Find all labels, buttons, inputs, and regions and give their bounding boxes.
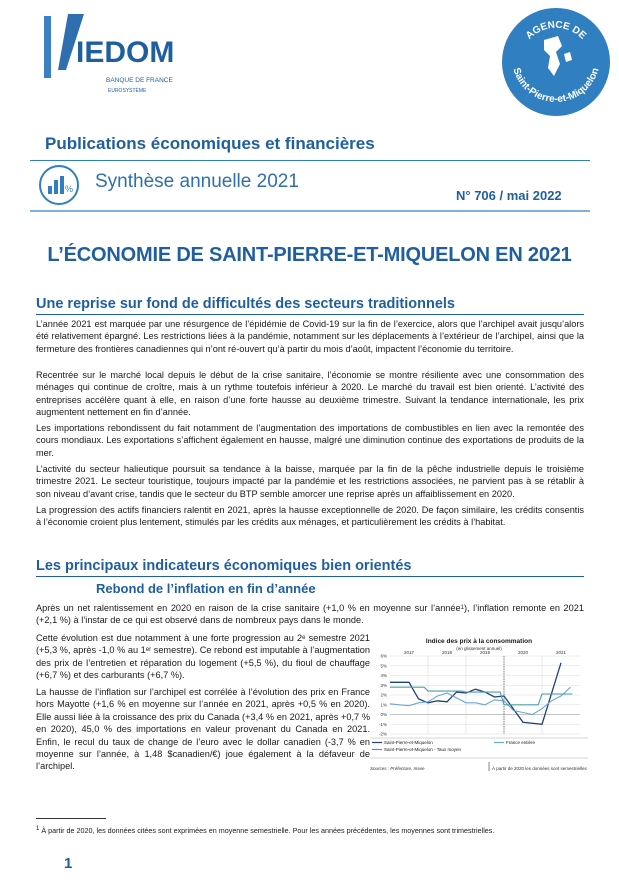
footnote-number: 1 [36, 826, 40, 832]
svg-text:%: % [65, 184, 74, 194]
iedom-sub2: EUROSYSTÈME [108, 88, 147, 94]
chart-series-line-1 [390, 663, 561, 725]
p6-part-a: Après un net ralentissement en 2020 en raison de la crise sanitaire (+1,0 % en moyenne sur l’année [36, 603, 461, 613]
p7-sup-1: e [302, 635, 306, 641]
p7-part-c: semestre). Ce rebond est imputable à l’augmentation des prix de l’entretien et réparation du logement (+5,5 %), du fioul de chauffage (+6,7 %) et des carburants (+6,7 %). [36, 645, 371, 681]
iedom-logo-text: IEDOM [76, 36, 175, 69]
chart-legend-label: Saint-Pierre-et-Miquelon - Taux moyen [384, 747, 461, 752]
synthese-title: Synthèse annuelle 2021 [95, 171, 299, 192]
chart-y-tick-label: 0% [380, 712, 387, 718]
iedom-logo [36, 10, 186, 102]
chart-x-tick-label: 2021 [555, 650, 567, 655]
p6-part-b: ), l’inflation remonte en 2021 (+2,1 %) à l’instar de ce qui est observé dans de nombreux pays dans le monde. [36, 603, 584, 626]
chart-x-tick-label: 2020 [517, 650, 529, 655]
chart-legend-label: Saint-Pierre-et-Miquelon [384, 740, 433, 745]
chart-y-tick-label: 3% [380, 682, 387, 688]
p7-sup-2: er [145, 647, 152, 654]
header-divider [30, 160, 590, 161]
chart-y-tick-label: -1% [378, 721, 387, 727]
section2-subtitle: Rebond de l’inflation en fin d’année [96, 581, 316, 596]
p7-part-b: semestre 2021 (+5,3 %, après -1,0 % au 1 [36, 633, 371, 656]
header-bottom-rule [30, 210, 590, 212]
chart-y-tick-label: 1% [380, 702, 387, 708]
paragraph-3: Les importations rebondissent du fait notamment de l’augmentation des importations de combustibles en lien avec la remontée des cours mondiaux. Les exportations s’affichent également en hausse, malgré une diminution continue des exportations de produits de la mer. [36, 423, 584, 458]
agence-top-text: AGENCE DE [523, 19, 589, 42]
economy-icon [38, 164, 80, 206]
paragraph-2: Recentrée sur le marché local depuis le début de la crise sanitaire, l’économie se montre résiliente avec une consommation des ménages qui continue de croître, mais à un rythme toutefois inférieur à 2020. Le marché du travail est bien orienté. L’activité des entreprises accélère quant à elle, en raison d’une forte hausse au deuxième trimestre. Suivant la tendance internationale, les prix augmentent nettement en fin d’année. [36, 370, 584, 418]
chart-x-tick-label: 2017 [403, 650, 415, 655]
chart-title: Indice des prix à la consommation [425, 638, 533, 645]
footnote [36, 826, 584, 835]
chart-x-tick-label: 2018 [441, 650, 453, 655]
chart-y-tick-label: 5% [380, 663, 387, 669]
chart-y-tick-label: 2% [380, 692, 387, 698]
paragraph-8: La hausse de l’inflation sur l’archipel est corrélée à l’évolution des prix en France hors Mayotte (+1,6 % en moyenne sur l’année en 2021, après +0,5 % en 2020). Elle aussi liée à la croissance des prix du Canada (+3,4 % en 2021, après +0,7 % en 2020), 45,0 % des importations en valeur provenant du Canada en 2021. Enfin, le recul du taux de change de l’euro avec le dollar canadien (-3,7 % en moyenne sur l’année, à 1,48 $canadien/€) joue également à la défaveur de l’archipel. [36, 687, 370, 772]
logo-bar-icon [44, 16, 51, 78]
section2-title: Les principaux indicateurs économiques bien orientés [36, 558, 584, 577]
chart-y-tick-label: 6% [380, 653, 387, 659]
paragraph-5: La progression des actifs financiers ralentit en 2021, après la hausse exceptionnelle de 2020. De façon similaire, les crédits consentis à l’économie croient plus lentement, stimulés par les crédits aux ménages, et particulièrement les crédits à l’habitat. [36, 505, 584, 528]
agence-bottom-text: Saint-Pierre-et-Miquelon [510, 66, 602, 106]
chart-y-tick-label: -2% [378, 731, 387, 737]
publication-title: Publications économiques et financières [45, 134, 375, 153]
footnote-text: À partir de 2020, les données citées sont exprimées en moyenne semestrielle. Pour les années précédentes, les moyennes sont trimestrielles. [39, 826, 495, 835]
chart-plot-area [379, 650, 580, 737]
section1-title: Une reprise sur fond de difficultés des secteurs traditionnels [36, 296, 584, 315]
chart-x-tick-label: 2019 [479, 650, 491, 655]
paragraph-7 [36, 632, 370, 682]
issue-number: N° 706 / mai 2022 [456, 188, 562, 203]
chart-sources: Sources : Préfecture, Insee [370, 766, 425, 771]
agence-logo [500, 6, 612, 118]
inflation-chart [366, 634, 592, 774]
iedom-sub1: BANQUE DE FRANCE [106, 77, 173, 84]
paragraph-1: L’année 2021 est marquée par une résurgence de l’épidémie de Covid-19 sur la fin de l’exercice, alors que l’archipel avait jusqu’alors été relativement épargné. Les restrictions liées à la pandémie, notamment sur les déplacements à l’extérieur de l’archipel, ainsi que la fermeture des frontières canadiennes qui n’ont ré-ouvert qu’à partir du mois d’août, impactent l’économie du territoire. [36, 319, 584, 354]
paragraph-4: L’activité du secteur halieutique poursuit sa tendance à la baisse, marquée par la fin de la pêche industrielle depuis le troisième trimestre 2021. Le secteur touristique, toujours impacté par la pandémie et les restrictions associées, ne parvient pas à se rétablir à son niveau d’avant crise, tandis que le secteur du BTP semble amorcer une reprise après un affaiblissement en 2020. [36, 464, 584, 499]
page-number: 1 [64, 855, 73, 872]
chart-y-tick-label: 4% [380, 673, 387, 679]
p7-part-a: Cette évolution est due notamment à une forte progression au 2 [36, 633, 303, 643]
chart-note: À partir de 2020 les données sont semestrielles [492, 766, 587, 771]
chart-subtitle: (en glissement annuel) [456, 646, 502, 651]
main-title: L’ÉCONOMIE DE SAINT-PIERRE-ET-MIQUELON EN 2021 [47, 244, 572, 266]
footnote-rule [36, 818, 106, 819]
paragraph-6 [36, 602, 584, 627]
footnote-ref: 1 [460, 605, 464, 611]
chart-legend-label: France entière [506, 740, 536, 745]
